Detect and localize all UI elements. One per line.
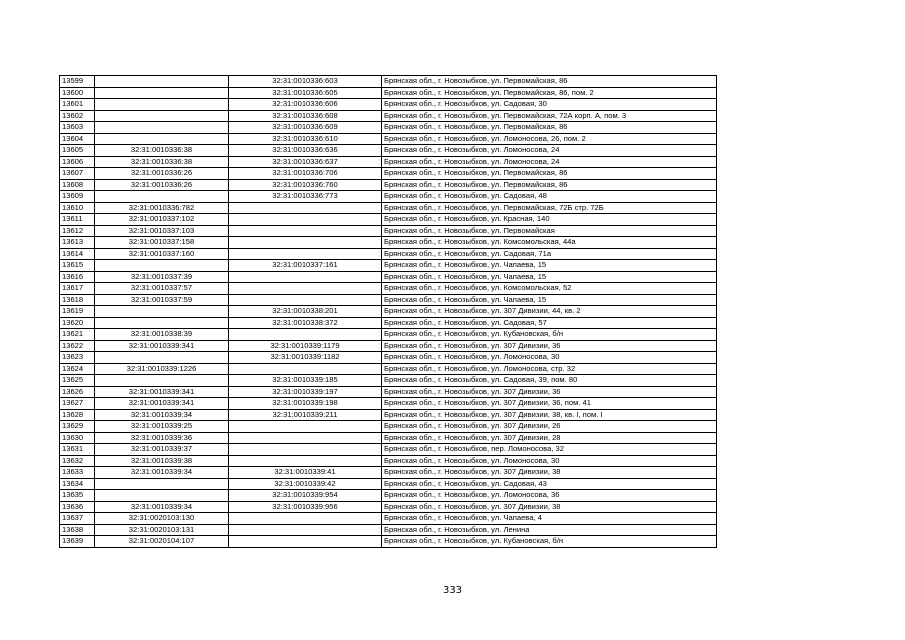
row-number-cell: 13620	[60, 317, 95, 329]
row-number-cell: 13617	[60, 283, 95, 295]
row-number-cell: 13609	[60, 191, 95, 203]
row-number-cell: 13602	[60, 110, 95, 122]
object-number-cell: 32:31:0010336:603	[229, 76, 382, 88]
parcel-number-cell	[95, 76, 229, 88]
parcel-number-cell	[95, 306, 229, 318]
object-number-cell: 32:31:0010336:773	[229, 191, 382, 203]
row-number-cell: 13621	[60, 329, 95, 341]
table-row	[60, 467, 717, 479]
table-row	[60, 271, 717, 283]
object-number-cell	[229, 444, 382, 456]
table-row	[60, 329, 717, 341]
object-number-cell: 32:31:0010338:372	[229, 317, 382, 329]
object-number-cell: 32:31:0010339:956	[229, 501, 382, 513]
table-row	[60, 501, 717, 513]
object-number-cell: 32:31:0010336:706	[229, 168, 382, 180]
address-cell: Брянская обл., г. Новозыбков, ул. 307 Дивизии, 38, кв. I, пом. I	[382, 409, 717, 421]
parcel-number-cell: 32:31:0010336:26	[95, 168, 229, 180]
address-cell: Брянская обл., г. Новозыбков, ул. Ломоносова, 24	[382, 156, 717, 168]
address-cell: Брянская обл., г. Новозыбков, ул. Первомайская, 86	[382, 76, 717, 88]
address-cell: Брянская обл., г. Новозыбков, ул. Чапаева, 4	[382, 513, 717, 525]
parcel-number-cell	[95, 317, 229, 329]
parcel-number-cell: 32:31:0010336:38	[95, 145, 229, 157]
parcel-number-cell: 32:31:0010339:34	[95, 467, 229, 479]
address-cell: Брянская обл., г. Новозыбков, ул. Чапаева, 15	[382, 294, 717, 306]
address-cell: Брянская обл., г. Новозыбков, ул. Ломоносова, стр. 32	[382, 363, 717, 375]
parcel-number-cell: 32:31:0010339:34	[95, 409, 229, 421]
table-row	[60, 76, 717, 88]
table-row	[60, 524, 717, 536]
parcel-number-cell	[95, 122, 229, 134]
table-row	[60, 248, 717, 260]
table-row	[60, 191, 717, 203]
address-cell: Брянская обл., г. Новозыбков, ул. Кубановская, б/н	[382, 536, 717, 548]
address-cell: Брянская обл., г. Новозыбков, ул. Красная, 140	[382, 214, 717, 226]
parcel-number-cell: 32:31:0010337:59	[95, 294, 229, 306]
address-cell: Брянская обл., г. Новозыбков, ул. Ломоносова, 24	[382, 145, 717, 157]
row-number-cell: 13599	[60, 76, 95, 88]
table-row	[60, 283, 717, 295]
row-number-cell: 13627	[60, 398, 95, 410]
parcel-number-cell: 32:31:0010339:34	[95, 501, 229, 513]
row-number-cell: 13612	[60, 225, 95, 237]
object-number-cell: 32:31:0010339:197	[229, 386, 382, 398]
page-number: 333	[442, 585, 463, 596]
row-number-cell: 13611	[60, 214, 95, 226]
parcel-number-cell: 32:31:0010339:341	[95, 340, 229, 352]
row-number-cell: 13614	[60, 248, 95, 260]
address-cell: Брянская обл., г. Новозыбков, ул. Первомайская, 86	[382, 179, 717, 191]
row-number-cell: 13626	[60, 386, 95, 398]
object-number-cell: 32:31:0010339:185	[229, 375, 382, 387]
object-number-cell	[229, 524, 382, 536]
parcel-number-cell	[95, 375, 229, 387]
table-row	[60, 179, 717, 191]
object-number-cell	[229, 248, 382, 260]
row-number-cell: 13630	[60, 432, 95, 444]
table-row	[60, 444, 717, 456]
address-cell: Брянская обл., г. Новозыбков, ул. 307 Дивизии, 38	[382, 501, 717, 513]
row-number-cell: 13610	[60, 202, 95, 214]
row-number-cell: 13607	[60, 168, 95, 180]
parcel-number-cell: 32:31:0010338:39	[95, 329, 229, 341]
object-number-cell	[229, 214, 382, 226]
address-cell: Брянская обл., г. Новозыбков, ул. Первомайская, 86	[382, 168, 717, 180]
row-number-cell: 13603	[60, 122, 95, 134]
row-number-cell: 13624	[60, 363, 95, 375]
table-row	[60, 156, 717, 168]
address-cell: Брянская обл., г. Новозыбков, ул. Первомайская, 72Б стр. 72Б	[382, 202, 717, 214]
table-row	[60, 202, 717, 214]
row-number-cell: 13600	[60, 87, 95, 99]
table-row	[60, 409, 717, 421]
address-cell: Брянская обл., г. Новозыбков, ул. 307 Дивизии, 36	[382, 340, 717, 352]
object-number-cell	[229, 363, 382, 375]
row-number-cell: 13616	[60, 271, 95, 283]
table-row	[60, 317, 717, 329]
row-number-cell: 13604	[60, 133, 95, 145]
parcel-number-cell	[95, 133, 229, 145]
object-number-cell: 32:31:0010339:1182	[229, 352, 382, 364]
table-row	[60, 306, 717, 318]
row-number-cell: 13622	[60, 340, 95, 352]
parcel-number-cell: 32:31:0010339:25	[95, 421, 229, 433]
object-number-cell	[229, 283, 382, 295]
address-cell: Брянская обл., г. Новозыбков, ул. Первомайская	[382, 225, 717, 237]
parcel-number-cell: 32:31:0010339:1226	[95, 363, 229, 375]
object-number-cell	[229, 536, 382, 548]
object-number-cell: 32:31:0010336:637	[229, 156, 382, 168]
row-number-cell: 13601	[60, 99, 95, 111]
parcel-number-cell: 32:31:0010336:38	[95, 156, 229, 168]
address-cell: Брянская обл., г. Новозыбков, ул. Первомайская, 86	[382, 122, 717, 134]
table-row	[60, 386, 717, 398]
object-number-cell: 32:31:0010336:608	[229, 110, 382, 122]
parcel-number-cell	[95, 352, 229, 364]
parcel-number-cell	[95, 87, 229, 99]
object-number-cell: 32:31:0010336:606	[229, 99, 382, 111]
address-cell: Брянская обл., г. Новозыбков, ул. Первомайская, 86, пом. 2	[382, 87, 717, 99]
row-number-cell: 13636	[60, 501, 95, 513]
object-number-cell: 32:31:0010336:760	[229, 179, 382, 191]
parcel-number-cell	[95, 191, 229, 203]
object-number-cell: 32:31:0010338:201	[229, 306, 382, 318]
row-number-cell: 13606	[60, 156, 95, 168]
address-cell: Брянская обл., г. Новозыбков, ул. Ломоносова, 26, пом. 2	[382, 133, 717, 145]
object-number-cell: 32:31:0010339:211	[229, 409, 382, 421]
parcel-number-cell: 32:31:0010339:37	[95, 444, 229, 456]
object-number-cell: 32:31:0010339:1179	[229, 340, 382, 352]
object-number-cell	[229, 513, 382, 525]
table-row	[60, 352, 717, 364]
parcel-number-cell: 32:31:0010337:103	[95, 225, 229, 237]
address-cell: Брянская обл., г. Новозыбков, ул. Первомайская, 72А корп. А, пом. 3	[382, 110, 717, 122]
address-cell: Брянская обл., г. Новозыбков, ул. Чапаева, 15	[382, 271, 717, 283]
row-number-cell: 13618	[60, 294, 95, 306]
address-cell: Брянская обл., г. Новозыбков, ул. 307 Дивизии, 36	[382, 386, 717, 398]
address-cell: Брянская обл., г. Новозыбков, ул. Комсомольская, 52	[382, 283, 717, 295]
table-row	[60, 375, 717, 387]
object-number-cell: 32:31:0010336:605	[229, 87, 382, 99]
table-row	[60, 87, 717, 99]
address-cell: Брянская обл., г. Новозыбков, ул. Садовая, 71а	[382, 248, 717, 260]
address-cell: Брянская обл., г. Новозыбков, ул. Ленина	[382, 524, 717, 536]
table-row	[60, 363, 717, 375]
row-number-cell: 13625	[60, 375, 95, 387]
object-number-cell: 32:31:0010337:161	[229, 260, 382, 272]
parcel-number-cell: 32:31:0010337:57	[95, 283, 229, 295]
row-number-cell: 13632	[60, 455, 95, 467]
parcel-number-cell	[95, 110, 229, 122]
parcel-number-cell: 32:31:0010336:26	[95, 179, 229, 191]
row-number-cell: 13629	[60, 421, 95, 433]
table-row	[60, 260, 717, 272]
address-cell: Брянская обл., г. Новозыбков, ул. 307 Дивизии, 28	[382, 432, 717, 444]
row-number-cell: 13628	[60, 409, 95, 421]
row-number-cell: 13623	[60, 352, 95, 364]
object-number-cell	[229, 202, 382, 214]
row-number-cell: 13638	[60, 524, 95, 536]
address-cell: Брянская обл., г. Новозыбков, ул. Ломоносова, 36	[382, 490, 717, 502]
object-number-cell	[229, 294, 382, 306]
row-number-cell: 13631	[60, 444, 95, 456]
address-cell: Брянская обл., г. Новозыбков, ул. Садовая, 30	[382, 99, 717, 111]
address-cell: Брянская обл., г. Новозыбков, ул. 307 Дивизии, 26	[382, 421, 717, 433]
table-row	[60, 536, 717, 548]
parcel-number-cell: 32:31:0010337:39	[95, 271, 229, 283]
object-number-cell	[229, 421, 382, 433]
address-cell: Брянская обл., г. Новозыбков, ул. Кубановская, б/н	[382, 329, 717, 341]
table-row	[60, 490, 717, 502]
object-number-cell: 32:31:0010339:954	[229, 490, 382, 502]
parcel-number-cell	[95, 478, 229, 490]
table-row	[60, 478, 717, 490]
row-number-cell: 13639	[60, 536, 95, 548]
object-number-cell	[229, 271, 382, 283]
object-number-cell: 32:31:0010336:609	[229, 122, 382, 134]
address-cell: Брянская обл., г. Новозыбков, ул. Чапаева, 15	[382, 260, 717, 272]
table-row	[60, 99, 717, 111]
address-cell: Брянская обл., г. Новозыбков, ул. Садовая, 48	[382, 191, 717, 203]
registry-table	[59, 75, 717, 548]
row-number-cell: 13633	[60, 467, 95, 479]
address-cell: Брянская обл., г. Новозыбков, ул. 307 Дивизии, 38	[382, 467, 717, 479]
row-number-cell: 13634	[60, 478, 95, 490]
table-row	[60, 110, 717, 122]
table-row	[60, 294, 717, 306]
table-row	[60, 340, 717, 352]
table-row	[60, 168, 717, 180]
parcel-number-cell: 32:31:0010339:38	[95, 455, 229, 467]
address-cell: Брянская обл., г. Новозыбков, пер. Ломоносова, 32	[382, 444, 717, 456]
parcel-number-cell: 32:31:0020103:131	[95, 524, 229, 536]
table-row	[60, 421, 717, 433]
address-cell: Брянская обл., г. Новозыбков, ул. 307 Дивизии, 36, пом. 41	[382, 398, 717, 410]
table-row	[60, 432, 717, 444]
table-row	[60, 122, 717, 134]
row-number-cell: 13619	[60, 306, 95, 318]
parcel-number-cell	[95, 99, 229, 111]
table-row	[60, 455, 717, 467]
parcel-number-cell: 32:31:0010337:160	[95, 248, 229, 260]
object-number-cell: 32:31:0010339:42	[229, 478, 382, 490]
table-row	[60, 133, 717, 145]
object-number-cell	[229, 432, 382, 444]
row-number-cell: 13635	[60, 490, 95, 502]
object-number-cell: 32:31:0010336:636	[229, 145, 382, 157]
parcel-number-cell: 32:31:0010339:341	[95, 398, 229, 410]
table-row	[60, 145, 717, 157]
object-number-cell: 32:31:0010336:610	[229, 133, 382, 145]
address-cell: Брянская обл., г. Новозыбков, ул. Садовая, 39, пом. 80	[382, 375, 717, 387]
parcel-number-cell: 32:31:0010339:36	[95, 432, 229, 444]
table-row	[60, 513, 717, 525]
row-number-cell: 13605	[60, 145, 95, 157]
parcel-number-cell: 32:31:0010339:341	[95, 386, 229, 398]
table-row	[60, 237, 717, 249]
table-row	[60, 214, 717, 226]
address-cell: Брянская обл., г. Новозыбков, ул. Ломоносова, 30	[382, 352, 717, 364]
object-number-cell: 32:31:0010339:41	[229, 467, 382, 479]
row-number-cell: 13637	[60, 513, 95, 525]
parcel-number-cell: 32:31:0010337:102	[95, 214, 229, 226]
row-number-cell: 13608	[60, 179, 95, 191]
address-cell: Брянская обл., г. Новозыбков, ул. Садовая, 43	[382, 478, 717, 490]
parcel-number-cell: 32:31:0020104:107	[95, 536, 229, 548]
address-cell: Брянская обл., г. Новозыбков, ул. 307 Дивизии, 44, кв. 2	[382, 306, 717, 318]
object-number-cell	[229, 455, 382, 467]
row-number-cell: 13615	[60, 260, 95, 272]
table-row	[60, 398, 717, 410]
object-number-cell	[229, 225, 382, 237]
address-cell: Брянская обл., г. Новозыбков, ул. Комсомольская, 44а	[382, 237, 717, 249]
row-number-cell: 13613	[60, 237, 95, 249]
object-number-cell: 32:31:0010339:198	[229, 398, 382, 410]
parcel-number-cell: 32:31:0020103:130	[95, 513, 229, 525]
object-number-cell	[229, 329, 382, 341]
registry-table-body	[60, 76, 717, 548]
parcel-number-cell: 32:31:0010337:158	[95, 237, 229, 249]
parcel-number-cell	[95, 260, 229, 272]
table-row	[60, 225, 717, 237]
parcel-number-cell: 32:31:0010336:782	[95, 202, 229, 214]
address-cell: Брянская обл., г. Новозыбков, ул. Ломоносова, 30	[382, 455, 717, 467]
object-number-cell	[229, 237, 382, 249]
parcel-number-cell	[95, 490, 229, 502]
address-cell: Брянская обл., г. Новозыбков, ул. Садовая, 57	[382, 317, 717, 329]
